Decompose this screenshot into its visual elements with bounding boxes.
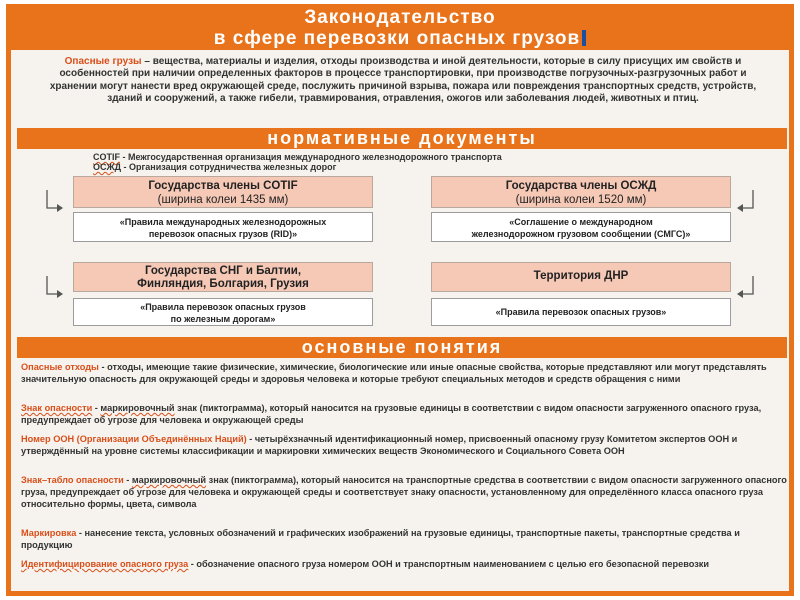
- document-line: железнодорожном грузовом сообщении (СМГС)»: [471, 229, 691, 239]
- group-osjd-members: [431, 176, 731, 208]
- title-line-2: [11, 28, 789, 49]
- group-title: Государства члены ОСЖД: [505, 180, 657, 192]
- document-line: перевозок опасных грузов (RID)»: [148, 229, 298, 239]
- document-line: «Правила международных железнодорожных: [119, 217, 327, 227]
- title-bar: [11, 4, 789, 50]
- group-line: Финляндия, Болгария, Грузия: [137, 278, 309, 290]
- concept-un-number: [21, 434, 787, 458]
- abbreviation-text: - Организация сотрудничества железных дорог: [121, 162, 337, 172]
- group-cotif-members: [73, 176, 373, 208]
- document-line: «Правила перевозок опасных грузов»: [495, 307, 667, 317]
- concept-marking: [21, 528, 787, 552]
- concept-text: - обозначение опасного груза номером ООН и транспортным наименованием с целью его безопасной перевозки: [188, 559, 710, 569]
- definition-text: – вещества, материалы и изделия, отходы производства и иной деятельности, которые в силу присущих им свойств и особенностей при наличии определенных факторов в процессе транспортировки, при производстве погрузочных-разгрузочных работ и хранении могут нанести вред окружающей среде, послужить причиной взрыва, пожара или повреждения транспортных средств, устройств, зданий и сооружений, а также гибели, травмирования, отравления, ожогов или заболевания людей, животных и птиц.: [49, 56, 757, 104]
- concept-wavy-word: маркировочный: [131, 475, 207, 485]
- group-cis-baltic: [73, 262, 373, 292]
- concept-identification: [21, 559, 787, 571]
- document-line: «Соглашение о международном: [509, 217, 653, 227]
- concept-term: Опасные отходы: [21, 362, 99, 372]
- document-line: по железным дорогам»: [170, 314, 276, 324]
- definition-term: Опасные грузы: [64, 56, 142, 67]
- document-rid: [73, 212, 373, 242]
- abbreviation-code: ОСЖД: [93, 162, 122, 172]
- blue-marker-icon: [791, 369, 794, 389]
- concept-text: - нанесение текста, условных обозначений и графических изображений на грузовые единицы, транспортные пакеты, транспортные средства и продукцию: [21, 528, 740, 550]
- document-rules-rail: [73, 298, 373, 326]
- arrow-right-icon: [44, 190, 66, 216]
- arrow-left-icon: [734, 276, 756, 302]
- document-rules: [431, 298, 731, 326]
- section-normative-documents: нормативные документы: [17, 128, 787, 149]
- concept-term: Маркировка: [21, 528, 77, 538]
- group-line: Государства СНГ и Балтии,: [144, 265, 302, 277]
- arrow-right-icon: [44, 276, 66, 302]
- section-basic-concepts: основные понятия: [17, 337, 787, 358]
- concept-term: Номер ООН (Организации Объединённых Наций): [21, 434, 247, 444]
- concept-dash: -: [123, 475, 132, 485]
- concept-danger-placard: [21, 475, 787, 510]
- abbreviation-code: COTIF: [93, 152, 120, 162]
- text-cursor-icon: [582, 30, 586, 46]
- concept-text: знак (пиктограмма), который наносится на транспортные средства в соответствии с видом опасности загруженного опасного груза, предупреждает об угрозе для человека и окружающей среды и соответствует знаку опасности, установленному для определённого класса опасного груза относительно формы, цвета, символа: [21, 475, 787, 509]
- group-title: Территория ДНР: [533, 270, 629, 282]
- group-subtitle: (ширина колеи 1435 мм): [157, 194, 289, 206]
- group-dnr: [431, 262, 731, 292]
- slide: [6, 4, 794, 596]
- concept-hazardous-waste: [21, 362, 787, 386]
- abbreviation-cotif: [93, 152, 502, 162]
- title-line-1: Законодательство: [304, 7, 496, 28]
- concept-term: Идентифицирование опасного груза: [21, 559, 189, 569]
- concept-dash: -: [92, 403, 101, 413]
- definition-paragraph: [43, 56, 763, 105]
- concept-text: - четырёхзначный идентификационный номер, присвоенный опасному грузу Комитетом экспертов ООН и утверждённый на уровне системы классификации и маркировки химических веществ Экономического и Социального Совета ООН: [21, 434, 738, 456]
- concept-wavy-word: маркировочный: [100, 403, 175, 413]
- concept-term: Знак опасности: [21, 403, 93, 413]
- title-line-2-text: в сфере перевозки опасных грузов: [213, 28, 581, 49]
- document-line: «Правила перевозок опасных грузов: [140, 302, 306, 312]
- document-smgs: [431, 212, 731, 242]
- group-subtitle: (ширина колеи 1520 мм): [515, 194, 647, 206]
- group-title: Государства члены COTIF: [148, 180, 298, 192]
- concept-text: знак (пиктограмма), который наносится на грузовые единицы в соответствии с видом опасности загруженного опасного груза, предупреждает об угрозе для человека и окружающей среды: [21, 403, 762, 425]
- concept-term: Знак–табло опасности: [21, 475, 124, 485]
- arrow-left-icon: [734, 190, 756, 216]
- abbreviation-osjd: [93, 162, 336, 172]
- concept-text: - отходы, имеющие такие физические, химические, биологические или иные опасные свойства, которые представляют или могут представлять значительную опасность для окружающей среды и здоровья человека и которые требуют специальных методов и средств обращения с ними: [21, 362, 767, 384]
- concept-danger-sign: [21, 403, 787, 427]
- abbreviation-text: - Межгосударственная организация международного железнодорожного транспорта: [120, 152, 502, 162]
